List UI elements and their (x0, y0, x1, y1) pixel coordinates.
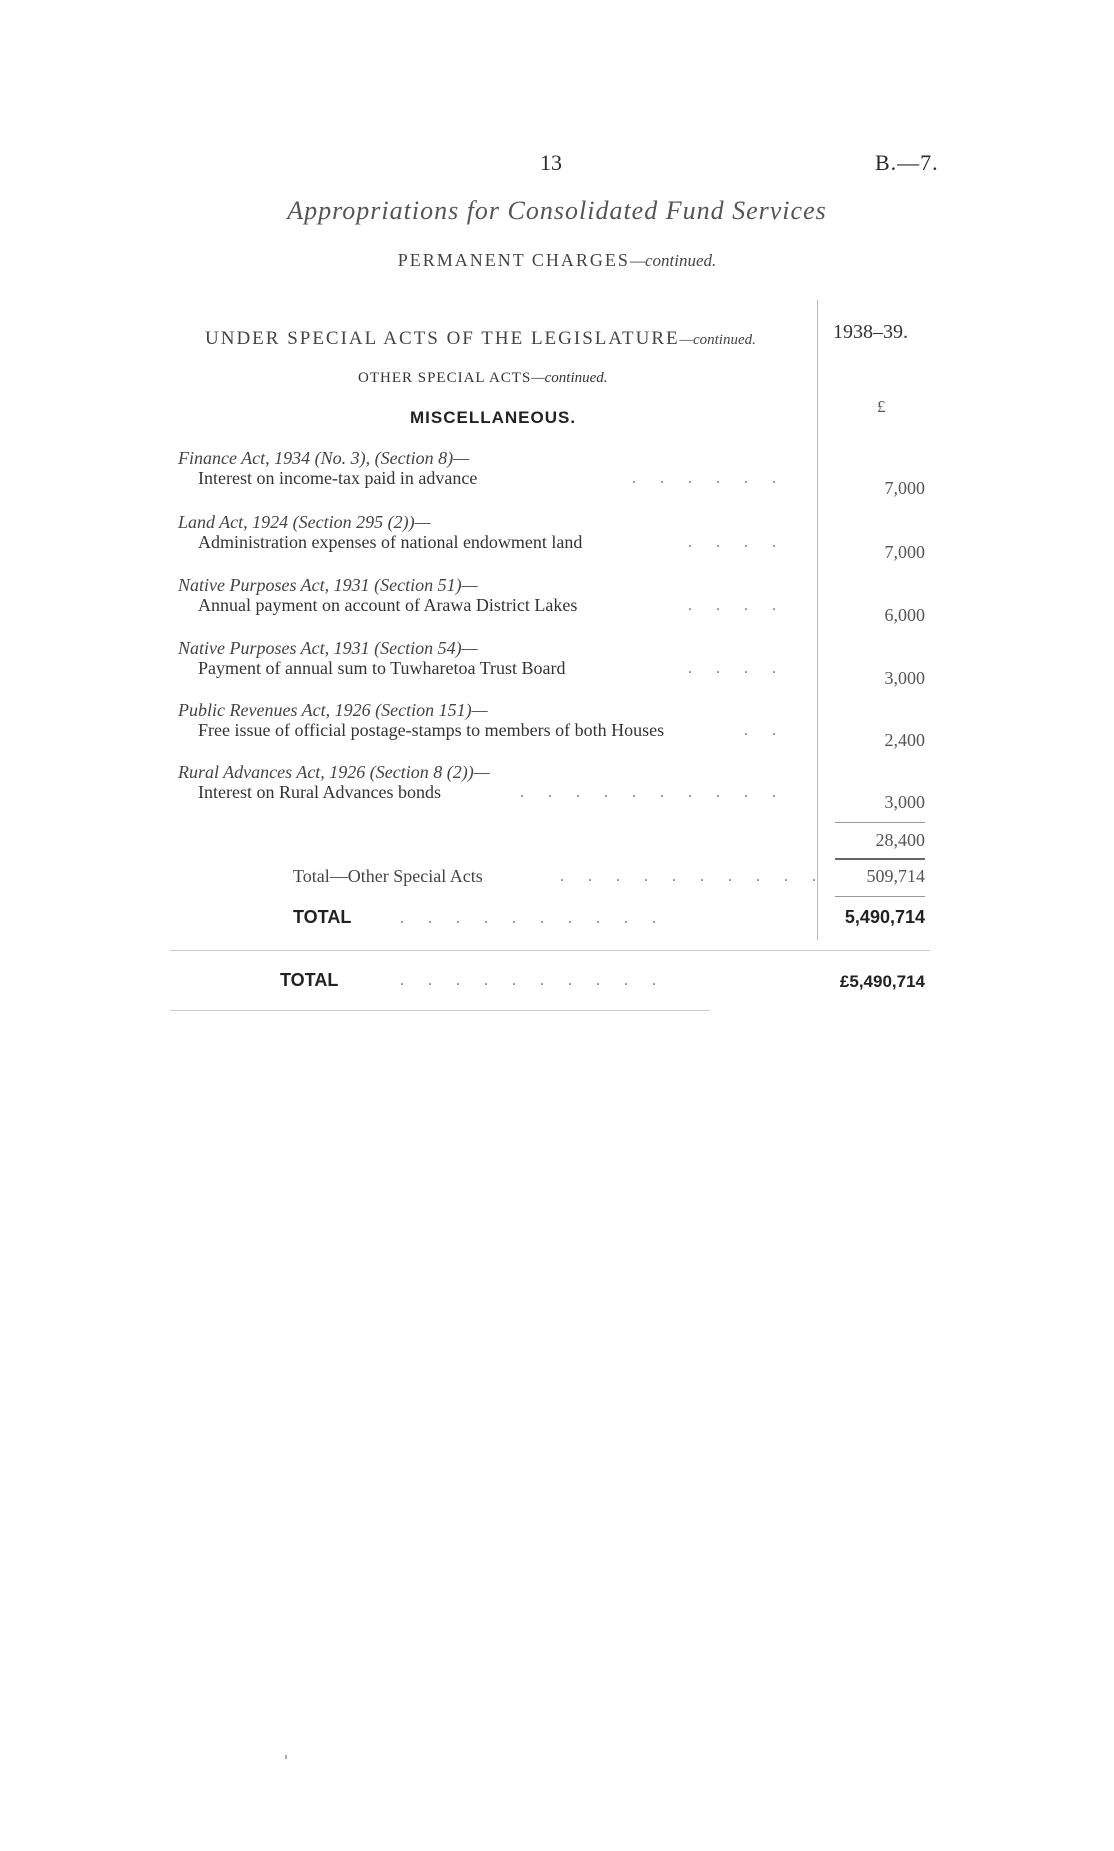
table-row (178, 575, 818, 615)
dot-leader: .......... (520, 784, 800, 801)
currency-symbol: £ (877, 397, 886, 416)
total-label: TOTAL (293, 907, 352, 927)
dot-leader: .......... (400, 910, 680, 927)
row-amount: 6,000 (884, 605, 925, 625)
year-column-header: 1938–39. (833, 321, 908, 343)
other-acts-total-label: Total—Other Special Acts (293, 866, 483, 886)
row-amount: 2,400 (884, 730, 925, 750)
table-row (178, 700, 818, 740)
grand-total-label: TOTAL (280, 970, 339, 990)
subtotal-amount: 28,400 (875, 830, 925, 850)
act-reference: Native Purposes Act, 1931 (Section 51)— (178, 575, 478, 595)
row-amount: 3,000 (884, 792, 925, 812)
act-reference: Public Revenues Act, 1926 (Section 151)— (178, 700, 488, 720)
dot-leader: .......... (560, 868, 840, 885)
row-description: Annual payment on account of Arawa District Lakes (198, 595, 578, 615)
act-reference: Finance Act, 1934 (No. 3), (Section 8)— (178, 448, 470, 468)
dot-leader: .... (688, 534, 800, 551)
dot-leader: .... (688, 597, 800, 614)
other-acts-total-amount: 509,714 (866, 866, 925, 886)
row-description: Payment of annual sum to Tuwharetoa Trust Board (198, 658, 566, 678)
dot-leader: ...... (632, 470, 800, 487)
row-description: Interest on Rural Advances bonds (198, 782, 441, 802)
column-divider (817, 300, 818, 940)
row-description: Administration expenses of national endowment land (198, 532, 583, 552)
row-description: Interest on income-tax paid in advance (198, 468, 478, 488)
subtotal-underline (835, 858, 925, 860)
grand-total-amount: £5,490,714 (839, 972, 925, 991)
table-row (178, 512, 818, 552)
act-reference: Land Act, 1924 (Section 295 (2))— (178, 512, 431, 532)
bottom-divider (170, 1010, 710, 1011)
subsection-heading (358, 370, 608, 387)
page-subtitle (0, 250, 1114, 271)
dot-leader: .......... (400, 972, 680, 989)
subsection-heading-main: OTHER SPECIAL ACTS (358, 370, 532, 386)
section-divider (170, 950, 930, 951)
act-reference: Native Purposes Act, 1931 (Section 54)— (178, 638, 478, 658)
dot-leader: .... (688, 660, 800, 677)
group-heading: MISCELLANEOUS. (410, 408, 577, 427)
table-row (178, 638, 818, 678)
section-heading-main: UNDER SPECIAL ACTS OF THE LEGISLATURE (205, 328, 680, 349)
print-speck (285, 1755, 287, 1759)
page-title: Appropriations for Consolidated Fund Services (287, 196, 827, 225)
document-reference: B.—7. (875, 150, 939, 175)
table-row (178, 762, 818, 802)
dot-leader: .. (744, 722, 800, 739)
row-description: Free issue of official postage-stamps to members of both Houses (198, 720, 665, 740)
section-heading (205, 328, 756, 350)
total-amount: 5,490,714 (844, 907, 925, 927)
row-amount: 7,000 (884, 478, 925, 498)
page-number: 13 (540, 150, 562, 175)
subtitle-suffix: —continued. (629, 251, 717, 270)
row-amount: 3,000 (884, 668, 925, 688)
section-heading-suffix: —continued. (679, 332, 756, 348)
subtitle-main: PERMANENT CHARGES (397, 250, 630, 270)
total-rule (835, 896, 925, 897)
act-reference: Rural Advances Act, 1926 (Section 8 (2))— (178, 762, 490, 782)
subsection-heading-suffix: —continued. (531, 370, 608, 386)
row-amount: 7,000 (884, 542, 925, 562)
subtotal-rule (835, 822, 925, 823)
table-row (178, 448, 818, 488)
